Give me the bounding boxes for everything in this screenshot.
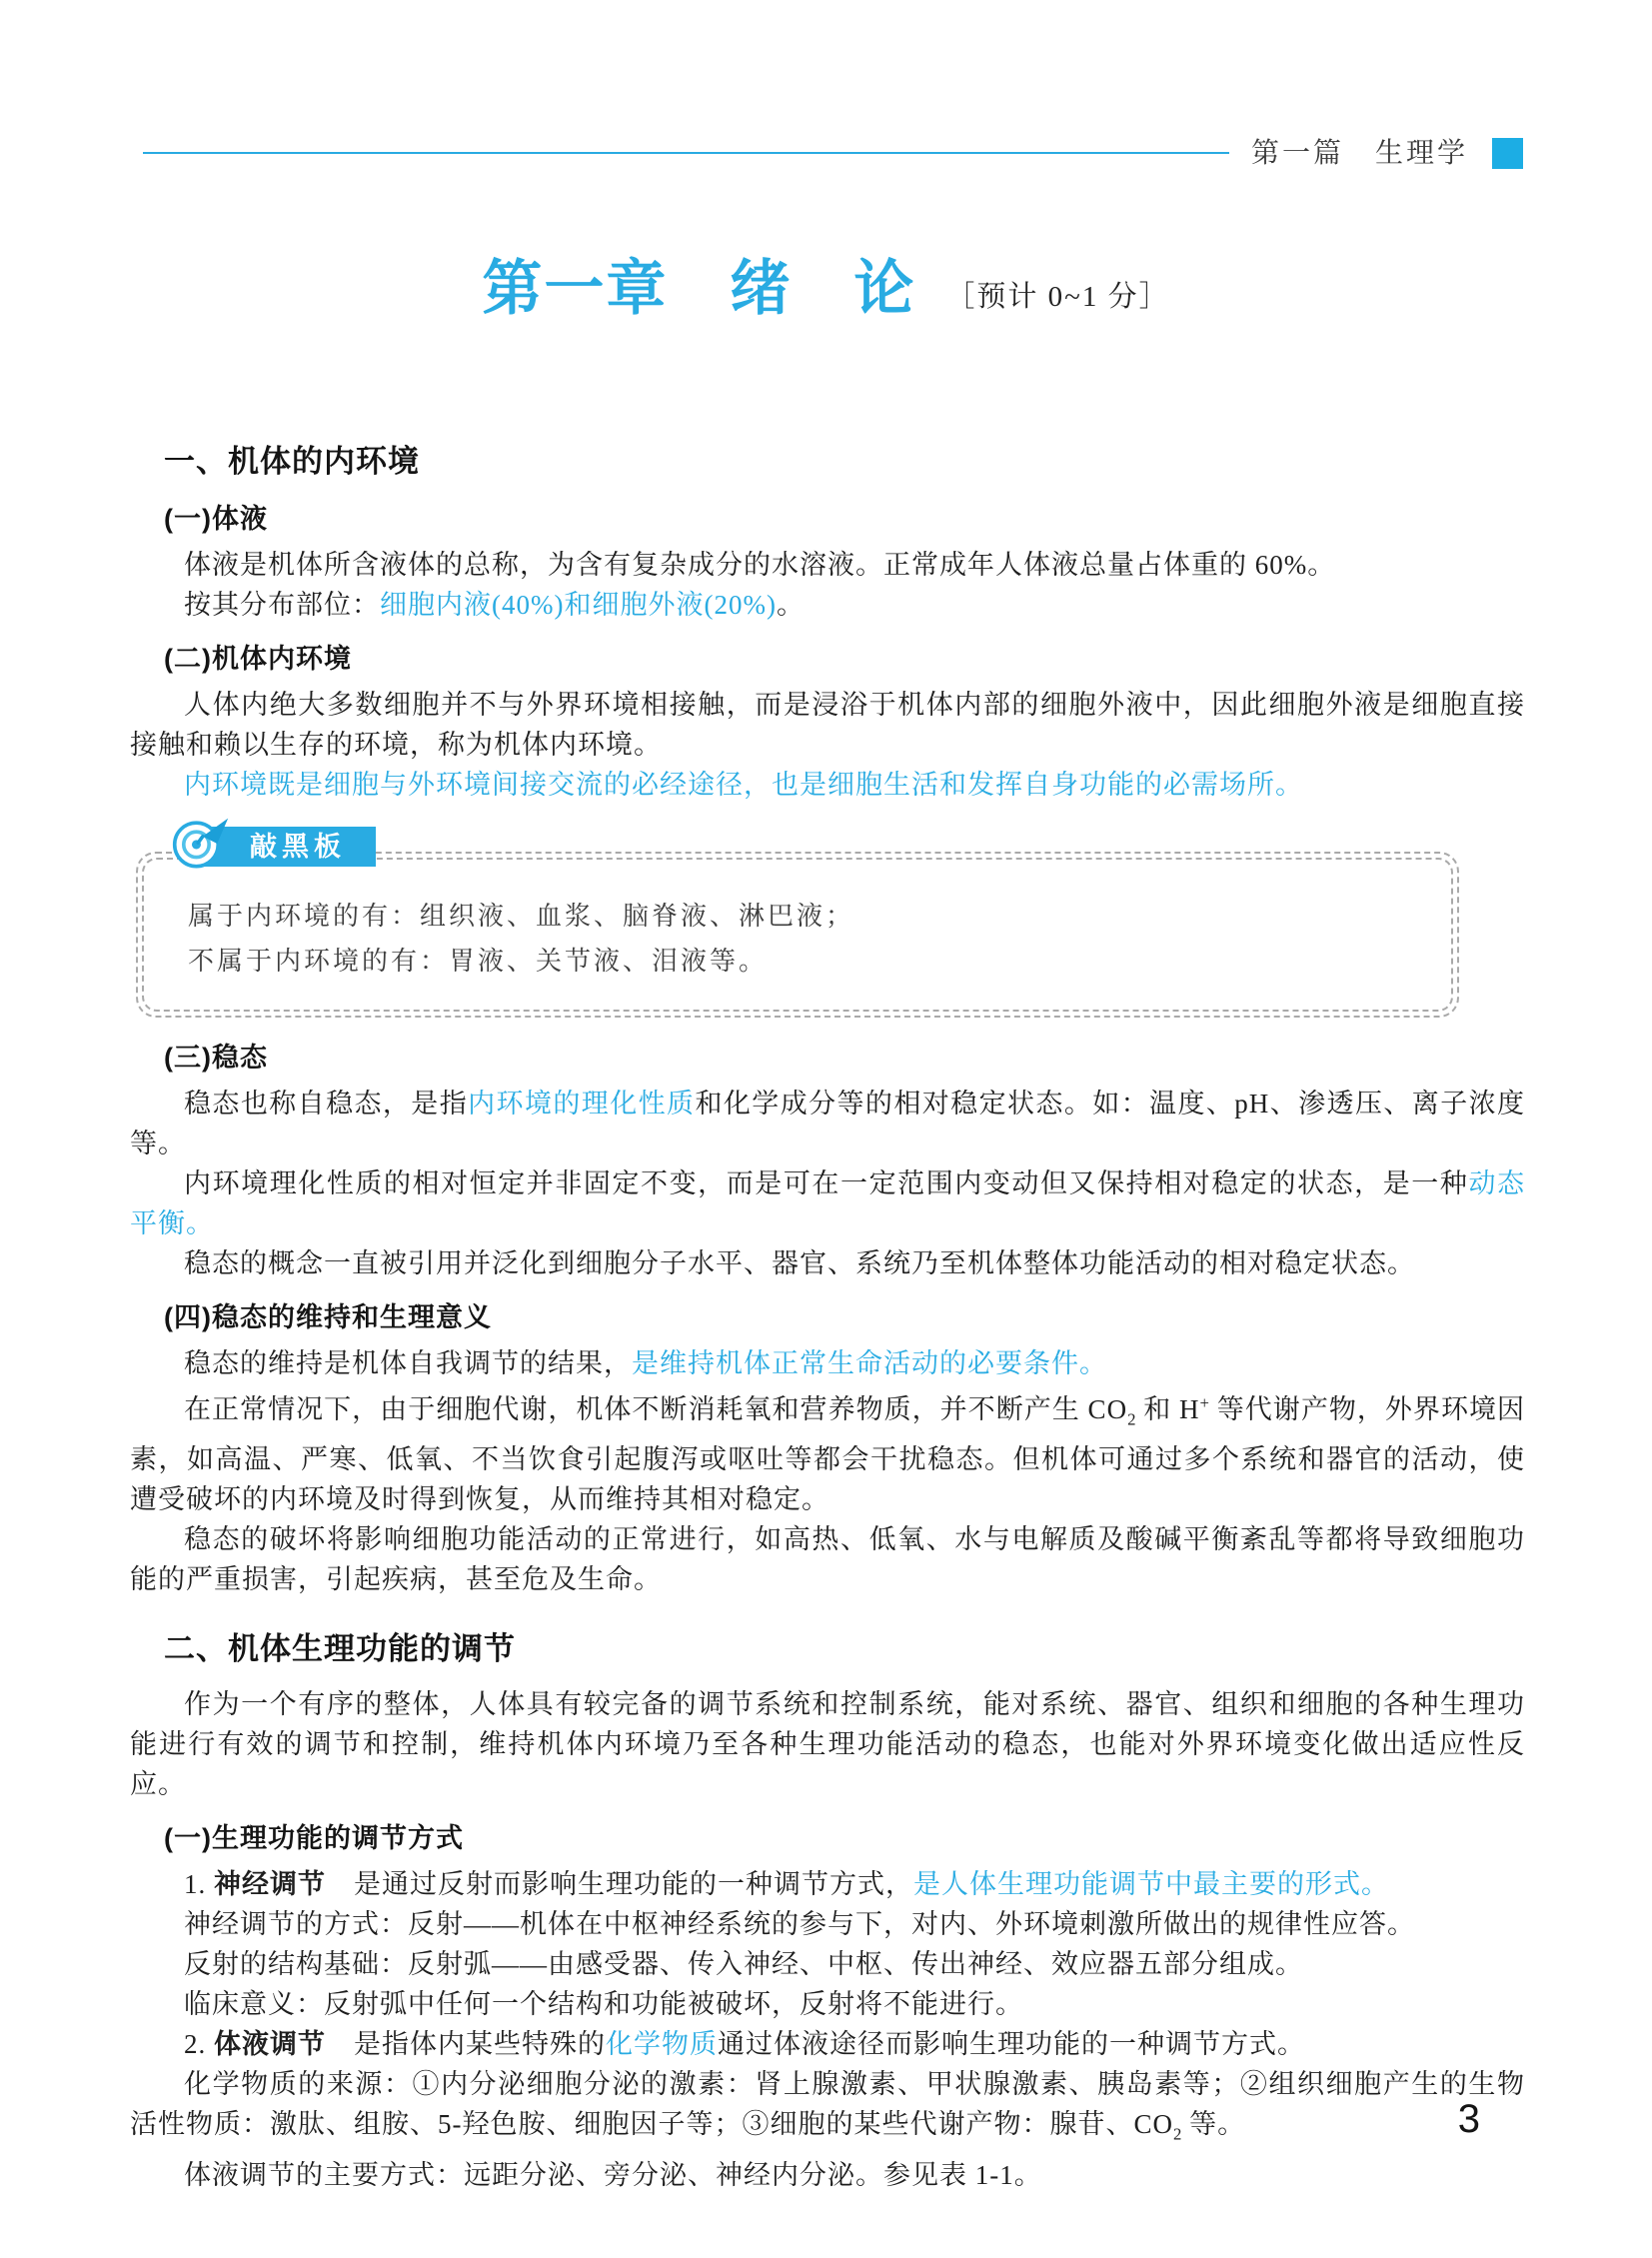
text-segment: 反射的结构基础：反射弧——由感受器、传入神经、中枢、传出神经、效应器五部分组成。 [184,1949,1303,1980]
paragraph [130,1984,1525,2024]
subscript: 2 [1173,2124,1182,2144]
paragraph [130,2024,1525,2064]
highlight-segment: 是人体生理功能调节中最主要的形式。 [913,1869,1389,1900]
callout-line: 不属于内环境的有：胃液、关节液、泪液等。 [188,947,769,976]
text-segment: 按其分布部位： [184,590,380,620]
paragraph [130,685,1525,765]
subheading-regulation-modes: (一)生理功能的调节方式 [164,1823,464,1854]
text-segment: 体液调节的主要方式：远距分泌、旁分泌、神经内分泌。参见表 1-1。 [184,2159,1042,2190]
chapter-score-note: ［预计 0~1 分］ [945,281,1170,313]
text-segment: 和化学成分等的相对稳定状态。如：温度、pH、渗透压、离子浓度等。 [130,1089,1526,1158]
text-segment: 化学物质的来源：①内分泌细胞分泌的激素：肾上腺激素、甲状腺激素、胰岛素等；②组织细胞产生的生物活性物质：激肽、组胺、5-羟色胺、细胞因子等；③细胞的某些代谢产物：腺苷、CO [130,2069,1525,2140]
knock-blackboard-callout [136,827,1459,1018]
highlight-segment: 内环境的理化性质 [468,1089,696,1119]
text-segment: 和 H [1135,1394,1200,1424]
paragraph [130,545,1525,585]
paragraph [130,1243,1525,1283]
subscript: 2 [1127,1409,1136,1429]
text-segment: 人体内绝大多数细胞并不与外界环境相接触，而是浸浴于机体内部的细胞外液中，因此细胞外液是细胞直接接触和赖以生存的环境，称为机体内环境。 [130,690,1525,760]
chapter-title-block [0,255,1652,322]
highlight-segment: 化学物质 [606,2029,718,2060]
paragraph [130,585,1525,625]
highlight-segment: 细胞内液(40%)和细胞外液(20%) [380,590,777,620]
text-segment: 是通过反射而影响生理功能的一种调节方式， [326,1869,913,1900]
section-heading-internal-environment: 一、机体的内环境 [164,444,420,479]
paragraph [130,2155,1525,2195]
dartboard-icon [172,815,230,873]
page-body [130,436,1525,2195]
callout-box [136,852,1459,1018]
highlight-segment: 是维持机体正常生命活动的必要条件。 [632,1348,1107,1378]
highlight-paragraph: 内环境既是细胞与外环境间接交流的必经途径，也是细胞生活和发挥自身功能的必需场所。 [184,770,1303,800]
text-segment: 稳态的破坏将影响细胞功能活动的正常进行，如高热、低氧、水与电解质及酸碱平衡紊乱等都将导致细胞功能的严重损害，引起疾病，甚至危及生命。 [130,1524,1525,1595]
paragraph [130,1864,1525,1904]
text-segment: 。 [776,590,805,620]
callout-box-inner [142,858,1453,1012]
paragraph [130,1343,1525,1383]
blue-square-icon [1492,138,1523,169]
text-segment: 内环境理化性质的相对恒定并非固定不变，而是可在一定范围内变动但又保持相对稳定的状态，是一种 [184,1168,1469,1198]
section-heading-regulation: 二、机体生理功能的调节 [164,1631,516,1667]
callout-label-text: 敲黑板 [250,832,346,862]
page-number: 3 [1457,2097,1480,2141]
text-segment: 作为一个有序的整体，人体具有较完备的调节系统和控制系统，能对系统、器官、组织和细胞的各种生理功能进行有效的调节和控制，维持机体内环境乃至各种生理功能活动的稳态，也能对外界环境变化做出适应性反应。 [130,1689,1525,1800]
paragraph [130,1084,1525,1163]
text-segment: 稳态也称自稳态，是指 [184,1089,469,1119]
paragraph [130,1904,1525,1944]
paragraph [130,1944,1525,1984]
text-segment: 神经调节的方式：反射——机体在中枢神经系统的参与下，对内、外环境刺激所做出的规律性应答。 [184,1909,1415,1940]
text-segment: 稳态的概念一直被引用并泛化到细胞分子水平、器官、系统乃至机体整体功能活动的相对稳定状态。 [184,1248,1415,1278]
superscript: + [1199,1393,1209,1412]
text-segment: 稳态的维持是机体自我调节的结果， [184,1348,632,1378]
text-segment: 是指体内某些特殊的 [326,2029,606,2060]
list-number: 1. [184,1869,214,1900]
paragraph [130,1684,1525,1804]
bold-term: 体液调节 [214,2029,326,2060]
subheading-homeostasis: (三)稳态 [164,1043,268,1073]
subheading-body-fluid: (一)体液 [164,504,268,534]
paragraph [130,1383,1525,1519]
text-segment: 体液是机体所含液体的总称，为含有复杂成分的水溶液。正常成年人体液总量占体重的 60%。 [184,550,1336,580]
callout-line: 属于内环境的有：组织液、血浆、脑脊液、淋巴液； [188,902,855,931]
header-section-title: 第一篇 生理学 [1251,137,1469,168]
text-segment: 临床意义：反射弧中任何一个结构和功能被破坏，反射将不能进行。 [184,1989,1023,2020]
bold-term: 神经调节 [214,1869,326,1900]
paragraph [130,1163,1525,1243]
subheading-homeostasis-maintenance: (四)稳态的维持和生理意义 [164,1302,492,1332]
text-segment: 在正常情况下，由于细胞代谢，机体不断消耗氧和营养物质，并不断产生 CO [184,1394,1128,1424]
header-rule [143,152,1229,154]
callout-label [188,827,376,867]
text-segment: 通过体液途径而影响生理功能的一种调节方式。 [718,2029,1305,2060]
page-header [143,136,1523,170]
list-number: 2. [184,2029,214,2060]
paragraph [130,2064,1525,2154]
chapter-title: 第一章 绪 论 [482,255,916,322]
text-segment: 等。 [1181,2109,1246,2140]
paragraph [130,1519,1525,1599]
subheading-internal-environment: (二)机体内环境 [164,644,352,674]
highlight-segment: 动态平衡。 [130,1168,1526,1238]
text-segment: 等代谢产物，外界环境因素，如高温、严寒、低氧、不当饮食引起腹泻或呕吐等都会干扰稳态。但机体可通过多个系统和器官的活动，使遭受破坏的内环境及时得到恢复，从而维持其相对稳定。 [130,1394,1526,1515]
